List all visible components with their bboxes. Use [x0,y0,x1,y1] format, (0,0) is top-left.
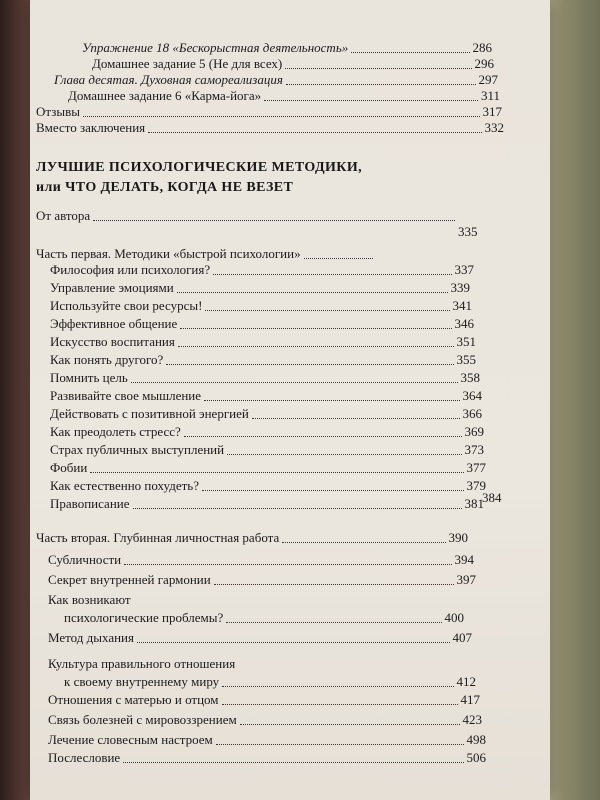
toc-entry [50,424,484,440]
toc-entry-page: 332 [484,120,504,135]
leader-dots [213,273,451,275]
toc-entry-title: От автора [36,208,91,223]
toc-entry-page: 412 [456,674,476,689]
leader-dots [148,131,481,133]
toc-entry-page: 296 [474,56,494,71]
leader-dots [222,703,458,705]
toc-entry-page: 407 [452,630,472,645]
toc-entry-page: 498 [466,732,486,747]
toc-entry-title: Страх публичных выступлений [50,442,225,457]
toc-entry-page: 369 [464,424,484,439]
leader-dots [123,761,463,763]
toc-entry [48,750,486,766]
toc-entry-title: Послесловие [48,750,121,765]
toc-entry-page: 358 [460,370,480,385]
toc-entry-page: 394 [454,552,474,567]
toc-entry-title: Субличности [48,552,122,567]
part-title-text: Часть вторая. Глубинная личностная работа [36,530,280,545]
toc-entry [50,370,480,386]
toc-entry-title: Философия или психология? [50,262,211,277]
toc-entry-title: Метод дыхания [48,630,134,645]
toc-entry-title: Правописание [50,496,130,511]
toc-entry-title: Культура правильного отношения [48,656,236,671]
toc-entry-title: Фобии [50,460,88,475]
leader-dots [285,67,471,69]
leader-dots [202,489,463,491]
toc-entry-title: Связь болезней с мировоззрением [48,712,237,727]
toc-entry-title: Отношения с матерью и отцом [48,692,219,707]
toc-entry-title: Упражнение 18 «Бескорыстная деятельность» [82,40,349,55]
leader-dots [131,381,458,383]
toc-entry-page: 373 [464,442,484,457]
leader-dots [205,309,449,311]
leader-dots [124,563,451,565]
toc-entry [64,610,464,626]
toc-entry [48,732,486,748]
toc-entry [92,56,494,72]
toc-entry-page: 397 [456,572,476,587]
toc-entry [50,316,474,332]
toc-entry-page: 297 [478,72,498,87]
leader-dots [282,541,445,543]
toc-entry-page: 355 [456,352,476,367]
toc-entry-title: Домашнее задание 6 «Карма-йога» [68,88,262,103]
leader-dots [178,345,454,347]
leader-dots [93,219,455,221]
toc-entry [36,120,504,136]
toc-entry [36,208,458,224]
toc-entry-page: 377 [466,460,486,475]
toc-entry [50,496,484,512]
toc-entry-title: Отзывы [36,104,80,119]
toc-entry [50,406,482,422]
leader-dots [351,51,469,53]
leader-dots [184,435,462,437]
toc-entry [50,352,476,368]
toc-entry-page: 379 [466,478,486,493]
toc-entry-page: 286 [472,40,492,55]
toc-entry-page: 337 [454,262,474,277]
toc-entry [50,388,482,404]
toc-entry-page: 351 [456,334,476,349]
toc-entry-title: Используйте свои ресурсы! [50,298,203,313]
leader-dots [166,363,453,365]
toc-entry-title: Развивайте свое мышление [50,388,202,403]
toc-entry-title: психологические проблемы? [64,610,224,625]
toc-entry [50,478,486,494]
leader-dots [304,257,373,259]
toc-entry [50,280,470,296]
leader-dots [252,417,460,419]
toc-entry-page: 335 [458,224,478,239]
toc-entry-page: 339 [450,280,470,295]
toc-entry [48,656,348,672]
leader-dots [227,453,461,455]
section-heading-line2: или ЧТО ДЕЛАТЬ, КОГДА НЕ ВЕЗЕТ [36,180,294,195]
toc-entry-title: Как преодолеть стресс? [50,424,181,439]
toc-entry-page: 390 [448,530,468,545]
leader-dots [222,685,453,687]
toc-entry-title: Помнить цель [50,370,128,385]
toc-entry-title: Как понять другого? [50,352,164,367]
toc-entry-title: Вместо заключения [36,120,146,135]
toc-entry-title: к своему внутреннему миру [64,674,220,689]
leader-dots [226,621,441,623]
toc-entry-title: Как естественно похудеть? [50,478,200,493]
part-title-text: Часть первая. Методики «быстрой психологии» [36,246,301,261]
toc-entry-page: 417 [460,692,480,707]
toc-entry-title: Глава десятая. Духовная самореализация [54,72,283,87]
toc-entry [48,630,472,646]
leader-dots [214,583,454,585]
toc-entry-title: Секрет внутренней гармонии [48,572,211,587]
toc-entry [50,298,472,314]
toc-entry-title: Действовать с позитивной энергией [50,406,249,421]
toc-entry-page: 317 [482,104,502,119]
book-page [30,0,550,800]
toc-entry [50,442,484,458]
leader-dots [264,99,478,101]
toc-entry-title: Как возникают [48,592,131,607]
toc-entry [48,592,168,608]
toc-entry [82,40,492,56]
toc-entry-title: Управление эмоциями [50,280,174,295]
leader-dots [137,641,450,643]
toc-entry [48,552,474,568]
section-heading-line1: ЛУЧШИЕ ПСИХОЛОГИЧЕСКИЕ МЕТОДИКИ, [36,160,363,175]
leader-dots [90,471,463,473]
toc-entry-page: 506 [466,750,486,765]
toc-entry-page: 364 [462,388,482,403]
leader-dots [286,83,476,85]
leader-dots [204,399,459,401]
toc-entry-title: Лечение словесным настроем [48,732,213,747]
toc-entry-page: 423 [462,712,482,727]
toc-entry-page: 384 [482,490,502,505]
toc-entry-title: Домашнее задание 5 (Не для всех) [92,56,283,71]
toc-entry [36,104,502,120]
toc-entry-page: 381 [464,496,484,511]
toc-entry [50,460,486,476]
leader-dots [216,743,464,745]
toc-entry [68,88,500,104]
toc-entry-title: Искусство воспитания [50,334,175,349]
toc-entry-page: 366 [462,406,482,421]
toc-entry-page: 311 [480,88,500,103]
toc-entry-page: 341 [452,298,472,313]
toc-entry [48,712,482,728]
toc-entry [64,674,476,690]
toc-entry [50,334,476,350]
leader-dots [133,507,462,509]
toc-entry [48,692,480,708]
part-title [36,246,376,262]
leader-dots [240,723,460,725]
part-title [36,530,468,546]
toc-entry [54,72,498,88]
toc-entry-page: 400 [444,610,464,625]
leader-dots [177,291,448,293]
toc-entry-title: Эффективное общение [50,316,178,331]
leader-dots [83,115,480,117]
toc-entry [50,262,474,278]
toc-entry-page: 346 [454,316,474,331]
leader-dots [180,327,451,329]
toc-entry [48,572,476,588]
